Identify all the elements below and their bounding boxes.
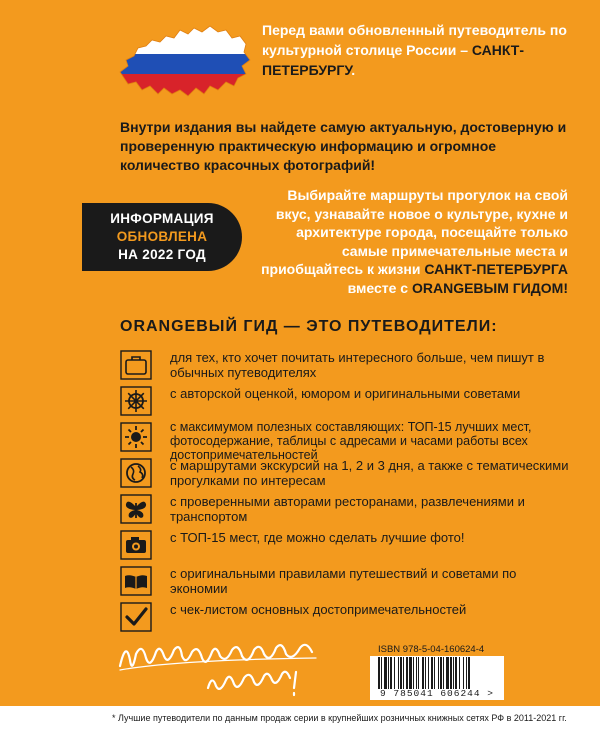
barcode-number: 9 785041 606244 > [380, 688, 494, 699]
feature-item [120, 564, 575, 600]
routes-guide-name: ORANGEВЫМ ГИДОМ! [411, 279, 568, 296]
barcode-bar [434, 657, 435, 689]
barcode-bar [468, 657, 470, 689]
feature-text: с ТОП-15 мест, где можно сделать лучшие фото! [170, 530, 465, 545]
updated-info-badge [82, 203, 242, 271]
sun-icon [120, 422, 152, 452]
barcode-bar [453, 657, 454, 689]
badge-line-year: НА 2022 ГОД [118, 247, 206, 262]
feature-text: с проверенными авторами ресторанами, развлечениями и транспортом [170, 494, 525, 524]
barcode-bar [413, 657, 414, 689]
barcode-bar [446, 657, 449, 689]
barcode-bar [431, 657, 433, 689]
barcode-bar [425, 657, 426, 689]
intro-city-name: САНКТ-ПЕТЕРБУРГУ [262, 42, 524, 78]
barcode-bar [440, 657, 442, 689]
barcode-bar [428, 657, 429, 689]
barcode-bar [450, 657, 452, 689]
inside-paragraph: Внутри издания вы найдете самую актуальную, достоверную и проверенную практическую информацию и огромное количество красочных фотографий! [120, 119, 567, 173]
barcode-bar [416, 657, 417, 689]
badge-line-updated: ОБНОВЛЕНА [116, 229, 208, 244]
intro-paragraph [262, 20, 567, 80]
feature-item [120, 420, 575, 462]
barcode-bar [394, 657, 395, 689]
barcode-bar [438, 657, 439, 689]
routes-city-name: САНКТ-ПЕТЕРБУРГА [424, 261, 568, 277]
feature-item [120, 492, 575, 528]
feature-item [120, 528, 575, 564]
globe-icon [120, 458, 152, 488]
feature-item [120, 348, 575, 384]
barcode-bars [370, 657, 504, 690]
barcode-bar [466, 657, 467, 689]
feature-item [120, 384, 575, 420]
barcode-bar [443, 657, 444, 689]
barcode-bar [400, 657, 402, 689]
barcode-bar [409, 657, 412, 689]
feature-text: с маршрутами экскурсий на 1, 2 и 3 дня, а также с тематическими прогулками по интересам [170, 458, 569, 488]
ship-wheel-icon [120, 386, 152, 416]
badge-line-information: ИНФОРМАЦИЯ [110, 211, 214, 226]
isbn-label: ISBN 978-5-04-160624-4 [378, 644, 485, 655]
barcode-bar [406, 657, 408, 689]
barcode-bar [398, 657, 399, 689]
routes-text: Выбирайте маршруты прогулок на свой вкус, узнавайте новое о культуре, кухне и архитектуре города, посещайте только самые примечательные места и приобщайтесь к жизни [261, 187, 568, 277]
intro-text: Перед вами обновленный путеводитель по культурной столице России – [262, 22, 567, 58]
barcode-bar [378, 657, 380, 689]
barcode-bar [384, 657, 387, 689]
barcode-bar [422, 657, 424, 689]
barcode-bar [388, 657, 389, 689]
bestseller-footnote: * Лучшие путеводители по данным продаж серии в крупнейших розничных книжных сетях РФ в 2011-2021 гг. [112, 713, 567, 723]
checkmark-icon [120, 602, 152, 632]
barcode-bar [463, 657, 464, 689]
feature-text: с авторской оценкой, юмором и оригинальными советами [170, 386, 521, 401]
barcode-bar [459, 657, 460, 689]
routes-middle: вместе с [347, 279, 412, 296]
suitcase-icon [120, 350, 152, 380]
intro-end: . [351, 62, 356, 78]
barcode-bar [418, 657, 419, 689]
barcode [370, 656, 504, 700]
camera-icon [120, 530, 152, 560]
book-icon [120, 566, 152, 596]
routes-paragraph [258, 186, 568, 297]
russia-flag-map-icon [114, 20, 254, 110]
features-list [120, 348, 575, 636]
barcode-bar [455, 657, 457, 689]
butterfly-icon [120, 494, 152, 524]
section-title: ORANGEВЫЙ ГИД — ЭТО ПУТЕВОДИТЕЛИ: [120, 318, 498, 335]
feature-text: с чек-листом основных достопримечательностей [170, 602, 467, 617]
feature-text: с оригинальными правилами путешествий и советами по экономии [170, 566, 517, 596]
barcode-bar [403, 657, 404, 689]
barcode-bar [390, 657, 392, 689]
feature-text: с максимумом полезных составляющих: ТОП-15 лучших мест, фотосодержание, таблицы с адресами и часами работы всех достопримечательностей [170, 420, 532, 462]
feature-item [120, 456, 575, 492]
feature-text: для тех, кто хочет почитать интересного больше, чем пишут в обычных путеводителях [170, 350, 545, 380]
barcode-bar [381, 657, 382, 689]
handwritten-slogan-signature [116, 630, 326, 700]
